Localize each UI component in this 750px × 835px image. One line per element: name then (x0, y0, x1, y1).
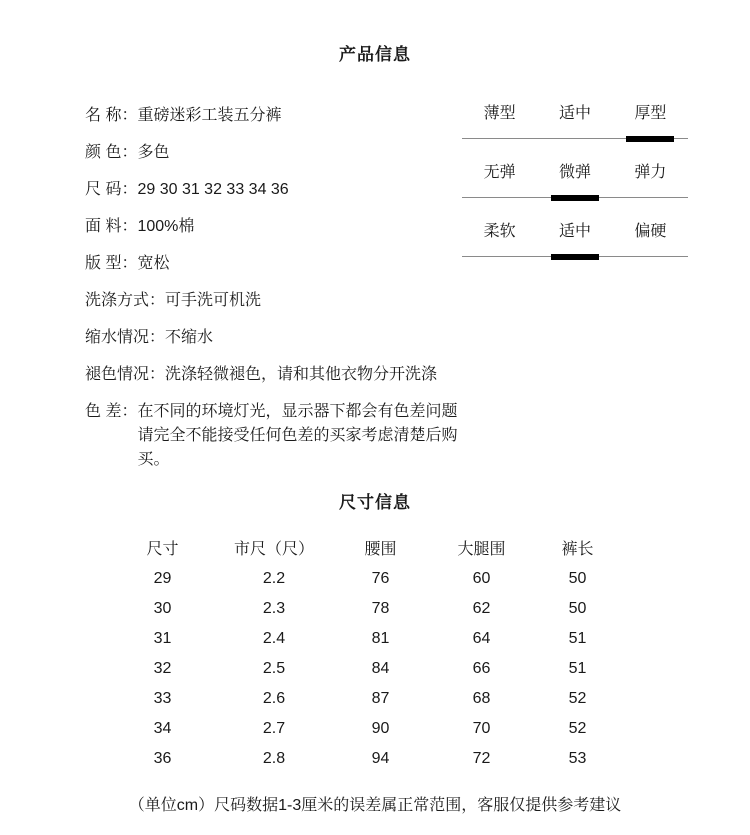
cell-size: 30 (153, 600, 172, 617)
cell-chinese-feet: 2.8 (262, 750, 286, 767)
table-row (105, 744, 625, 774)
scale-thickness (462, 104, 688, 142)
cell-waist: 94 (371, 750, 390, 767)
cell-thigh: 64 (472, 630, 491, 647)
scale-option: 弹力 (634, 164, 667, 181)
size-table (105, 530, 625, 774)
attribute-value (137, 400, 470, 472)
attribute-row-fabric (85, 215, 470, 239)
cell-waist: 90 (371, 720, 390, 737)
cell-chinese-feet: 2.4 (262, 630, 286, 647)
cell-length: 50 (568, 600, 587, 617)
scale-option: 偏硬 (634, 223, 667, 240)
cell-thigh: 68 (472, 690, 491, 707)
cell-size: 29 (153, 570, 172, 587)
cell-chinese-feet: 2.3 (262, 600, 286, 617)
column-header-size: 尺寸 (146, 540, 179, 558)
attribute-row-name (85, 104, 470, 128)
product-info-title: 产品信息 (339, 45, 411, 64)
cell-waist: 76 (371, 570, 390, 587)
cell-size: 33 (153, 690, 172, 707)
cell-waist: 87 (371, 690, 390, 707)
attribute-value-line-1: 在不同的环境灯光，显示器下都会有色差问题 (137, 403, 458, 420)
cell-chinese-feet: 2.2 (262, 570, 286, 587)
attribute-list (85, 104, 470, 485)
cell-length: 51 (568, 660, 587, 677)
scale-elasticity-track (462, 195, 688, 201)
table-row (105, 624, 625, 654)
attribute-value: 重磅迷彩工装五分裤 (137, 107, 282, 124)
table-row (105, 564, 625, 594)
attribute-value: 29 30 31 32 33 34 36 (137, 181, 289, 198)
attribute-row-fit (85, 252, 470, 276)
attribute-value: 洗涤轻微褪色，请和其他衣物分开洗涤 (165, 366, 438, 383)
cell-waist: 78 (371, 600, 390, 617)
scale-elasticity-labels (462, 163, 688, 195)
scale-option: 适中 (558, 223, 591, 240)
scale-elasticity-indicator (551, 195, 599, 201)
attribute-label: 颜 色： (85, 144, 138, 161)
scale-option: 薄型 (483, 105, 516, 122)
scale-option: 柔软 (483, 223, 516, 240)
scale-thickness-labels (462, 104, 688, 136)
attribute-label: 洗涤方式： (85, 292, 166, 309)
cell-length: 52 (568, 690, 587, 707)
cell-length: 50 (568, 570, 587, 587)
scale-thickness-indicator (626, 136, 674, 142)
cell-thigh: 62 (472, 600, 491, 617)
attribute-row-washing (85, 289, 470, 313)
attribute-row-fading (85, 363, 470, 387)
size-info-title: 尺寸信息 (339, 493, 411, 512)
attribute-label: 色 差： (85, 403, 138, 420)
attribute-label: 尺 码： (85, 181, 138, 198)
attribute-value-line-2: 请完全不能接受任何色差的买家考虑清楚后购买。 (137, 427, 458, 468)
column-header-thigh: 大腿围 (457, 540, 506, 558)
cell-thigh: 60 (472, 570, 491, 587)
size-table-header-row (105, 530, 625, 564)
scale-softness-track (462, 254, 688, 260)
scale-option: 适中 (558, 105, 591, 122)
attribute-label: 名 称： (85, 107, 138, 124)
cell-length: 53 (568, 750, 587, 767)
attribute-label: 褪色情况： (85, 366, 166, 383)
scale-thickness-track (462, 136, 688, 142)
column-header-chinese-feet: 市尺（尺） (233, 540, 314, 558)
column-header-length: 裤长 (561, 540, 594, 558)
attribute-value: 不缩水 (165, 329, 214, 346)
cell-size: 32 (153, 660, 172, 677)
fabric-scales (462, 104, 688, 281)
attribute-value: 多色 (137, 144, 170, 161)
scale-option: 无弹 (483, 164, 516, 181)
cell-thigh: 72 (472, 750, 491, 767)
table-row (105, 654, 625, 684)
table-row (105, 594, 625, 624)
scale-softness (462, 222, 688, 260)
attribute-label: 面 料： (85, 218, 138, 235)
cell-length: 52 (568, 720, 587, 737)
cell-waist: 81 (371, 630, 390, 647)
cell-chinese-feet: 2.5 (262, 660, 286, 677)
attribute-value: 可手洗可机洗 (165, 292, 262, 309)
scale-softness-labels (462, 222, 688, 254)
cell-size: 34 (153, 720, 172, 737)
attribute-row-color-difference (85, 400, 470, 472)
cell-waist: 84 (371, 660, 390, 677)
scale-softness-indicator (551, 254, 599, 260)
attribute-row-sizes (85, 178, 470, 202)
cell-thigh: 66 (472, 660, 491, 677)
cell-length: 51 (568, 630, 587, 647)
footer-note: （单位cm）尺码数据1-3厘米的误差属正常范围，客服仅提供参考建议 (128, 797, 622, 814)
cell-chinese-feet: 2.6 (262, 690, 286, 707)
cell-chinese-feet: 2.7 (262, 720, 286, 737)
table-row (105, 684, 625, 714)
column-header-waist: 腰围 (364, 540, 397, 558)
scale-option: 微弹 (558, 164, 591, 181)
attribute-value: 宽松 (137, 255, 170, 272)
scale-option: 厚型 (634, 105, 667, 122)
cell-size: 31 (153, 630, 172, 647)
scale-elasticity (462, 163, 688, 201)
attribute-row-color (85, 141, 470, 165)
attribute-label: 版 型： (85, 255, 138, 272)
attribute-row-shrinkage (85, 326, 470, 350)
attribute-label: 缩水情况： (85, 329, 166, 346)
table-row (105, 714, 625, 744)
attribute-value: 100%棉 (137, 218, 195, 235)
cell-size: 36 (153, 750, 172, 767)
cell-thigh: 70 (472, 720, 491, 737)
